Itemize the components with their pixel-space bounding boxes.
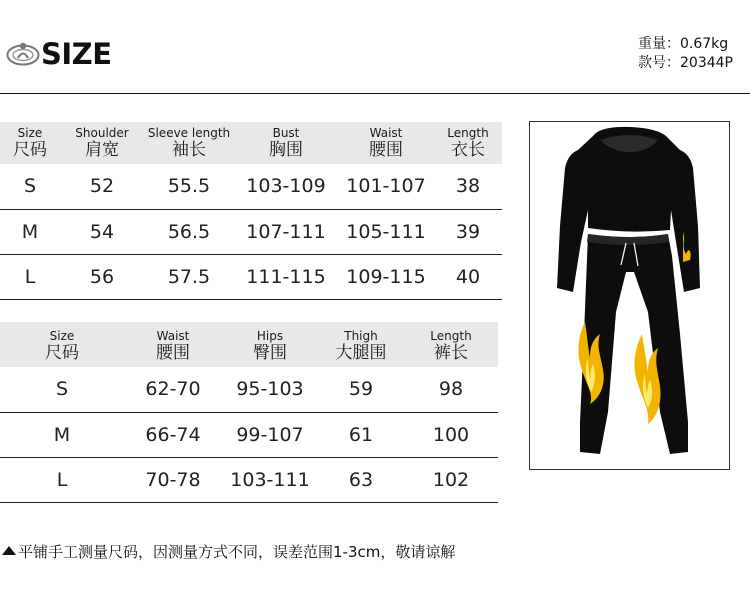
column-header: Size 尺码 [45, 329, 79, 363]
table-cell: 57.5 [144, 254, 234, 299]
top-size-table [0, 122, 502, 300]
table-cell: 66-74 [124, 412, 222, 457]
table-cell: M [0, 412, 124, 457]
table-cell: 56.5 [144, 209, 234, 254]
table-cell: 54 [60, 209, 144, 254]
table-cell: 62-70 [124, 367, 222, 412]
column-header: Shoulder 肩宽 [75, 126, 129, 160]
column-header: Length 裤长 [430, 329, 472, 363]
waistband [587, 234, 669, 245]
column-header: Waist 腰围 [156, 329, 190, 363]
table-cell: 40 [434, 254, 502, 299]
table-header-row [0, 122, 502, 164]
table-cell: 99-107 [222, 412, 318, 457]
note-text: 平铺手工测量尺码，因测量方式不同，误差范围1-3cm，敬请谅解 [18, 543, 456, 561]
table-cell: 102 [404, 457, 498, 502]
table-row [0, 209, 502, 254]
triangle-icon [2, 546, 16, 555]
table-cell: 107-111 [234, 209, 338, 254]
table-row [0, 412, 498, 457]
table-cell: S [0, 164, 60, 209]
weight-label: 重量：0.67kg [638, 36, 729, 52]
table-row [0, 164, 502, 209]
product-photo [529, 121, 730, 470]
table-cell: L [0, 457, 124, 502]
table-cell: 70-78 [124, 457, 222, 502]
table-cell: 98 [404, 367, 498, 412]
table-cell: 103-111 [222, 457, 318, 502]
table-cell: 103-109 [234, 164, 338, 209]
column-header: Bust 胸围 [269, 126, 303, 160]
table-cell: 39 [434, 209, 502, 254]
page-title: SIZE [41, 37, 112, 71]
table-row [0, 457, 498, 502]
table-cell: 52 [60, 164, 144, 209]
product-meta [638, 35, 733, 73]
table-cell: S [0, 367, 124, 412]
column-header: Thigh 大腿围 [335, 329, 387, 363]
header-divider [0, 93, 750, 94]
table-row [0, 367, 498, 412]
table-cell: 56 [60, 254, 144, 299]
table-row [0, 254, 502, 299]
brand-logo-icon [6, 40, 40, 68]
column-header: Waist 腰围 [369, 126, 403, 160]
table-cell: 61 [318, 412, 404, 457]
column-header: Size 尺码 [13, 126, 47, 160]
table-cell: 100 [404, 412, 498, 457]
table-cell: 105-111 [338, 209, 434, 254]
bottom-size-table [0, 322, 498, 503]
table-cell: 111-115 [234, 254, 338, 299]
table-cell: 109-115 [338, 254, 434, 299]
table-cell: 59 [318, 367, 404, 412]
jogger-pants [578, 234, 688, 454]
table-cell: 38 [434, 164, 502, 209]
column-header: Sleeve length 袖长 [147, 126, 231, 160]
table-cell: L [0, 254, 60, 299]
table-cell: 101-107 [338, 164, 434, 209]
table-cell: 55.5 [144, 164, 234, 209]
sku-label: 款号：20344P [638, 55, 733, 71]
table-cell: 95-103 [222, 367, 318, 412]
column-header: Hips 臀围 [253, 329, 287, 363]
table-header-row [0, 322, 498, 367]
table-cell: M [0, 209, 60, 254]
table-cell: 63 [318, 457, 404, 502]
outfit-illustration [530, 122, 729, 469]
measurement-note [2, 541, 455, 562]
column-header: Length 衣长 [447, 126, 489, 160]
